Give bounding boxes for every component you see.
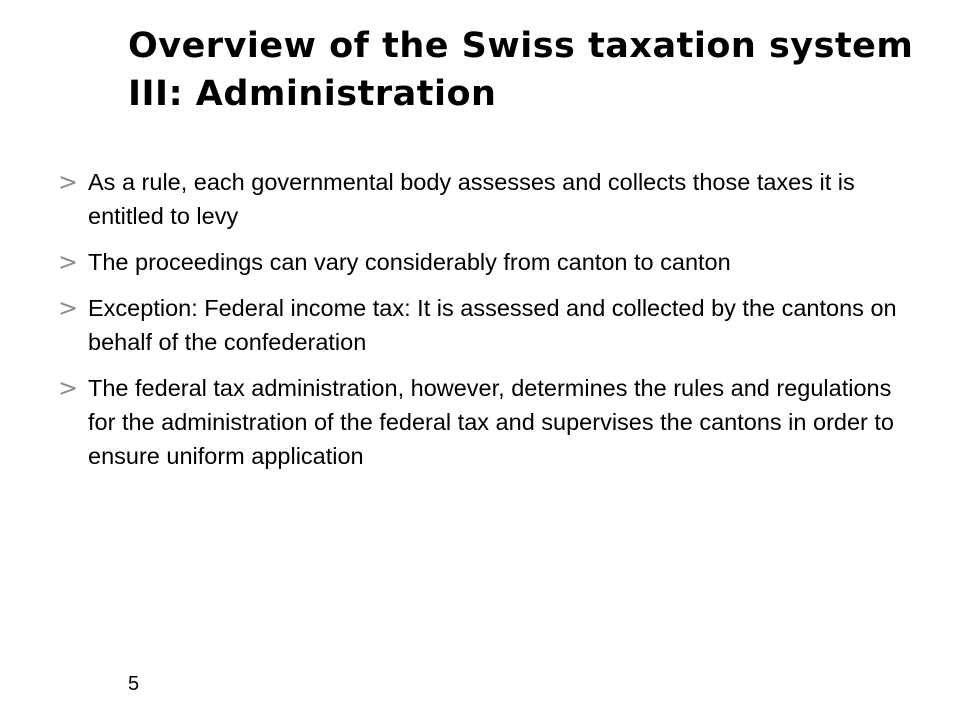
slide-title: Overview of the Swiss taxation system III: Administration [128, 26, 914, 114]
bullet-text: Exception: Federal income tax: It is assessed and collected by the cantons on behalf of the confederation [88, 295, 897, 355]
chevron-right-icon: > [58, 168, 79, 196]
bullet-text: The federal tax administration, however, determines the rules and regulations for the administration of the federal tax and supervises the cantons in order to ensure uniform application [88, 375, 894, 469]
bullet-text: As a rule, each governmental body assesses and collects those taxes it is entitled to levy [88, 169, 855, 229]
bullet-item [58, 245, 898, 279]
bullet-list [58, 165, 898, 485]
chevron-right-icon: > [58, 248, 79, 276]
page-number: 5 [128, 673, 140, 695]
chevron-right-icon: > [58, 294, 79, 322]
bullet-item [58, 291, 898, 359]
bullet-item [58, 165, 898, 233]
bullet-text: The proceedings can vary considerably from canton to canton [88, 249, 731, 275]
bullet-item [58, 371, 898, 473]
chevron-right-icon: > [58, 374, 79, 402]
